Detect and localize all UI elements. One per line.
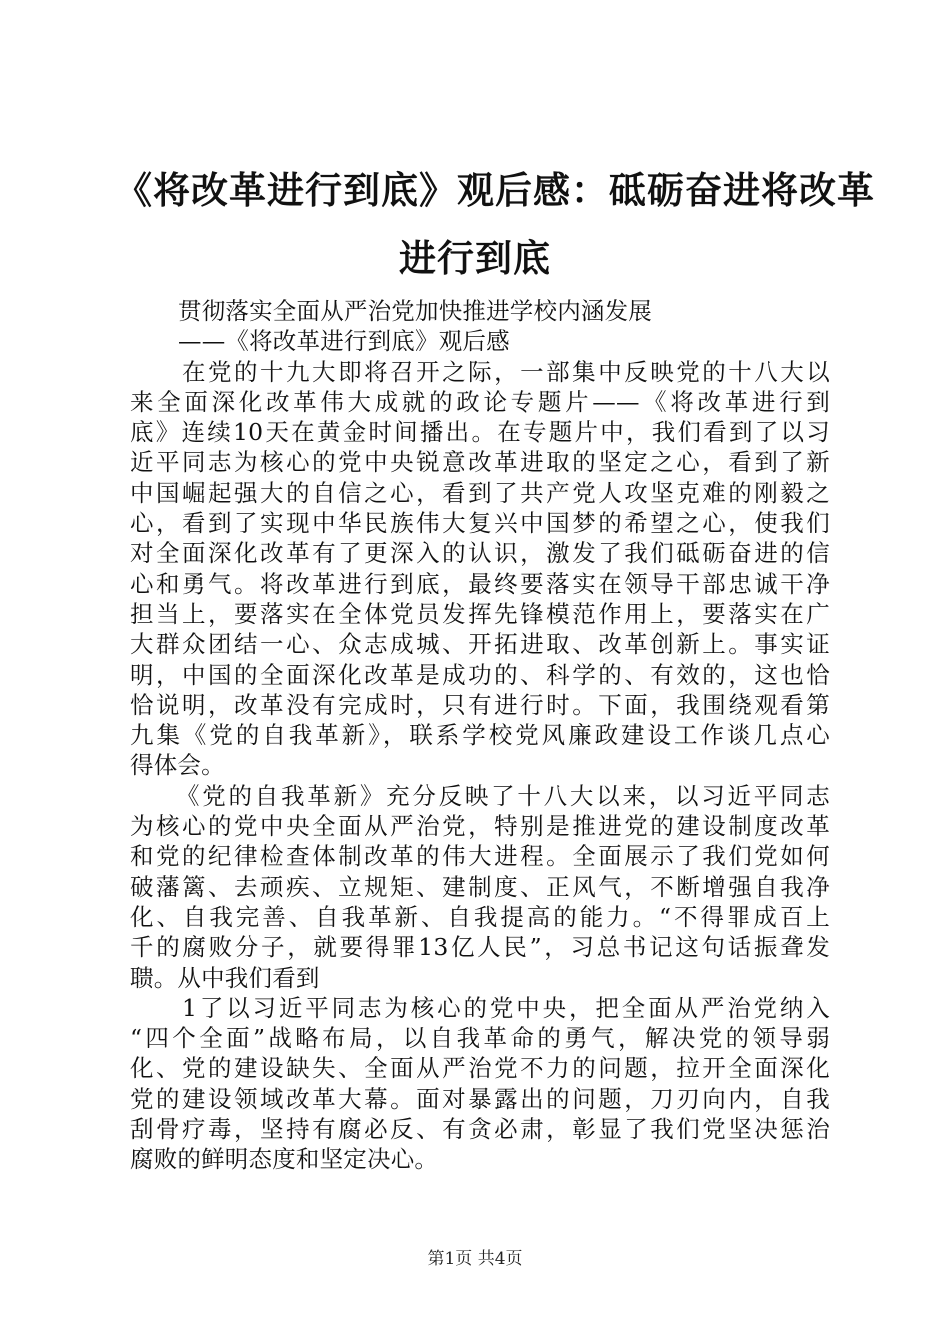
paragraph-1-line: 得体会。 xyxy=(130,751,225,780)
paragraph-1-line: 心和勇气。将改革进行到底，最终要落实在领导干部忠诚干净 xyxy=(130,569,830,598)
subtitle-line-2: ——《将改革进行到底》观后感 xyxy=(178,327,510,356)
paragraph-3-line: 化、党的建设缺失、全面从严治党不力的问题，拉开全面深化 xyxy=(130,1054,830,1083)
paragraph-1-line: 担当上，要落实在全体党员发挥先锋模范作用上，要落实在广 xyxy=(130,599,830,628)
paragraph-1-line: 在党的十九大即将召开之际，一部集中反映党的十八大以 xyxy=(182,357,830,386)
page-number-footer: 第1页 共4页 xyxy=(427,1249,523,1269)
paragraph-1-line: 底》连续10天在黄金时间播出。在专题片中，我们看到了以习 xyxy=(130,418,830,447)
subtitle-line-1: 贯彻落实全面从严治党加快推进学校内涵发展 xyxy=(178,297,652,325)
paragraph-1-line: 对全面深化改革有了更深入的认识，激发了我们砥砺奋进的信 xyxy=(130,539,830,568)
paragraph-1-line: 中国崛起强大的自信之心，看到了共产党人攻坚克难的刚毅之 xyxy=(130,478,830,507)
paragraph-1-line: 明，中国的全面深化改革是成功的、科学的、有效的，这也恰 xyxy=(130,660,830,689)
paragraph-1-line: 近平同志为核心的党中央锐意改革进取的坚定之心，看到了新 xyxy=(130,448,830,477)
paragraph-1-line: 来全面深化改革伟大成就的政论专题片——《将改革进行到 xyxy=(130,387,830,416)
paragraph-2-line: 《党的自我革新》充分反映了十八大以来，以习近平同志 xyxy=(176,781,830,810)
paragraph-1-line: 恰说明，改革没有完成时，只有进行时。下面，我围绕观看第 xyxy=(130,690,830,719)
document-title xyxy=(115,162,875,286)
paragraph-3-line: 党的建设领域改革大幕。面对暴露出的问题，刀刃向内，自我 xyxy=(130,1084,830,1113)
paragraph-3-line: 1了以习近平同志为核心的党中央，把全面从严治党纳入 xyxy=(182,993,830,1022)
paragraph-3-line: 刮骨疗毒，坚持有腐必反、有贪必肃，彰显了我们党坚决惩治 xyxy=(130,1115,830,1144)
paragraph-1-line: 大群众团结一心、众志成城、开拓进取、改革创新上。事实证 xyxy=(130,630,830,659)
paragraph-1-line: 九集《党的自我革新》，联系学校党风廉政建设工作谈几点心 xyxy=(130,721,830,750)
title-line-1: 《将改革进行到底》观后感：砥砺奋进将改革 xyxy=(115,168,875,212)
paragraph-2-line: 和党的纪律检查体制改革的伟大进程。全面展示了我们党如何 xyxy=(130,842,830,871)
paragraph-2-line: 聩。从中我们看到 xyxy=(130,963,320,992)
paragraph-2-line: 为核心的党中央全面从严治党，特别是推进党的建设制度改革 xyxy=(130,812,830,841)
paragraph-2-line: 化、自我完善、自我革新、自我提高的能力。“不得罪成百上 xyxy=(130,902,830,931)
document-body xyxy=(130,296,830,1175)
paragraph-2-line: 破藩篱、去顽疾、立规矩、建制度、正风气，不断增强自我净 xyxy=(130,872,830,901)
paragraph-3-line: 腐败的鲜明态度和坚定决心。 xyxy=(130,1145,439,1174)
title-line-2: 进行到底 xyxy=(399,236,551,280)
paragraph-3-line: “四个全面”战略布局，以自我革命的勇气，解决党的领导弱 xyxy=(130,1024,830,1053)
paragraph-1-line: 心，看到了实现中华民族伟大复兴中国梦的希望之心，使我们 xyxy=(130,509,830,538)
paragraph-2-line: 千的腐败分子，就要得罪13亿人民”，习总书记这句话振聋发 xyxy=(130,933,830,962)
